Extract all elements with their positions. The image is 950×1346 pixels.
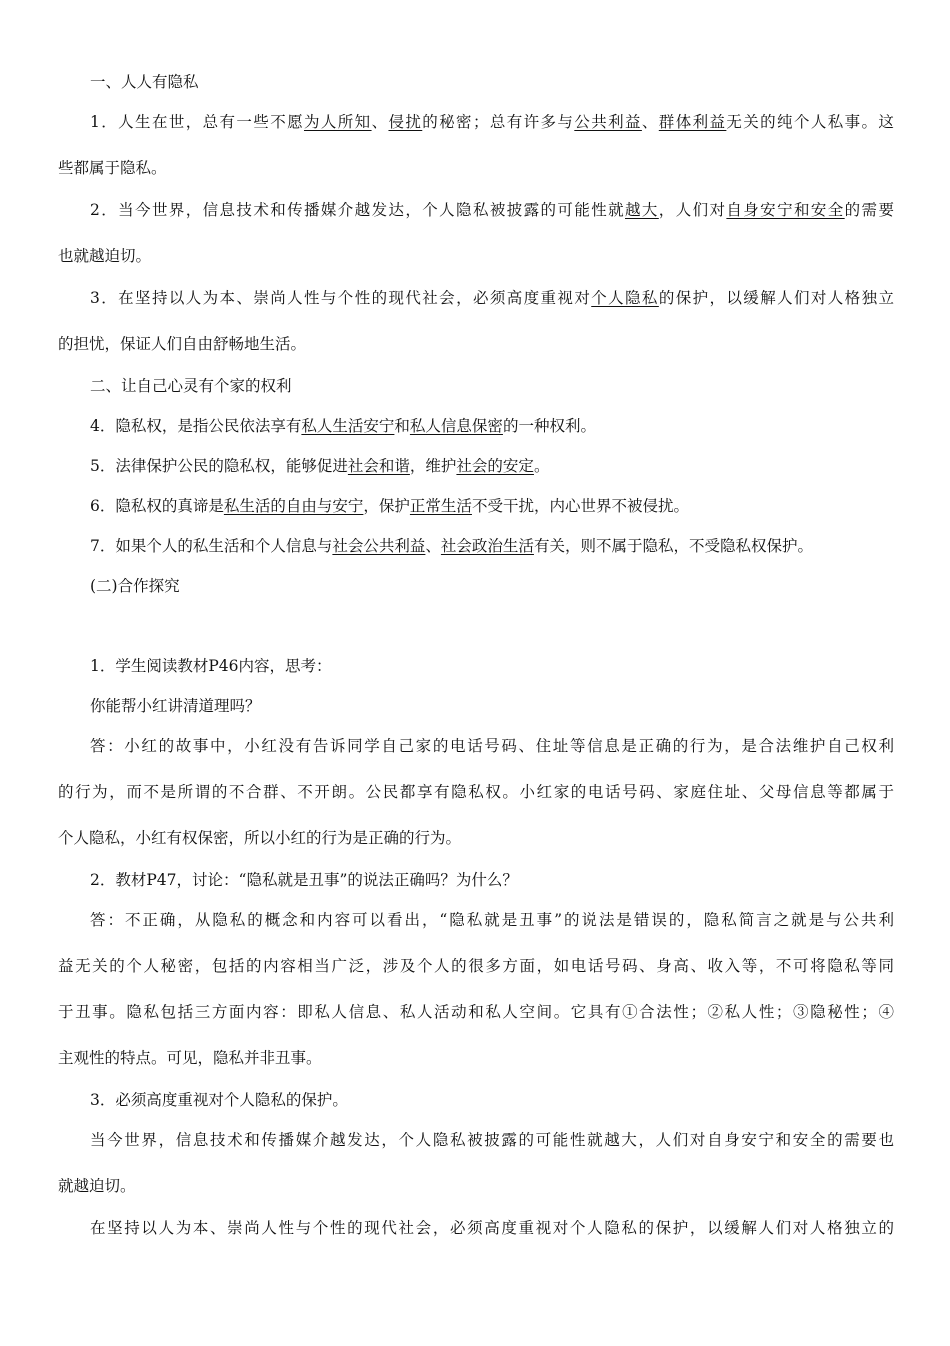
heading-text: 一、人人有隐私 [90, 73, 199, 91]
underlined-keyword: 私人信息保密 [409, 417, 503, 435]
answer-2-line-3 [58, 1002, 894, 1022]
paragraph-text: 当今世界，信息技术和传播媒介越发达，个人隐私被披露的可能性就越大，人们对自身安宁和安全的需要也 [90, 1131, 894, 1149]
section-heading-2 [90, 376, 894, 396]
item-text: 的秘密；总有许多与 [422, 113, 575, 131]
underlined-keyword: 私生活的自由与安宁 [223, 497, 364, 515]
item-number: 4． [90, 417, 116, 435]
underlined-keyword: 公共利益 [574, 113, 642, 131]
item-text: ，维护 [409, 457, 457, 475]
item-text: ，人们对 [658, 201, 727, 219]
answer-2-line-1 [90, 910, 894, 930]
item-4 [90, 416, 894, 436]
underlined-keyword: 社会和谐 [347, 457, 410, 475]
answer-text: 于丑事。隐私包括三方面内容：即私人信息、私人活动和私人空间。它具有①合法性；②私人性；③隐秘性；④ [58, 1003, 894, 1021]
question-text: 你能帮小红讲清道理吗？ [90, 697, 261, 715]
underlined-keyword: 个人隐私 [591, 289, 659, 307]
item-text: 无关的纯个人私事。这 [726, 113, 894, 131]
paragraph-text: 就越迫切。 [58, 1177, 136, 1195]
underlined-keyword: 自身安宁和安全 [726, 201, 845, 219]
item-text: 、 [371, 113, 389, 131]
question-3-title [90, 1090, 894, 1110]
question-text: 1．学生阅读教材P46内容，思考： [90, 657, 332, 675]
underlined-keyword: 社会公共利益 [332, 537, 426, 555]
item-6 [90, 496, 894, 516]
section-heading-3 [90, 576, 894, 596]
item-number: 2． [90, 201, 119, 219]
item-number: 6． [90, 497, 116, 515]
item-5 [90, 456, 894, 476]
heading-text: (二)合作探究 [90, 577, 180, 595]
paragraph-3-1-line-2 [58, 1176, 894, 1196]
item-text: 、 [425, 537, 441, 555]
paragraph-text: 在坚持以人为本、崇尚人性与个性的现代社会，必须高度重视对个人隐私的保护，以缓解人们对人格独立的 [90, 1219, 894, 1237]
item-text: 些都属于隐私。 [58, 159, 167, 177]
item-text: 、 [641, 113, 659, 131]
answer-text: 答：小红的故事中，小红没有告诉同学自己家的电话号码、住址等信息是正确的行为，是合法维护自己权利 [90, 737, 894, 755]
item-2-line-2 [58, 246, 894, 266]
answer-text: 益无关的个人秘密，包括的内容相当广泛，涉及个人的很多方面，如电话号码、身高、收入等，不可将隐私等同 [58, 957, 894, 975]
item-number: 7． [90, 537, 116, 555]
item-text: 的一种权利。 [502, 417, 596, 435]
answer-2-line-2 [58, 956, 894, 976]
item-text: 有关，则不属于隐私，不受隐私权保护。 [533, 537, 813, 555]
question-text: 3．必须高度重视对个人隐私的保护。 [90, 1091, 348, 1109]
answer-text: 个人隐私，小红有权保密，所以小红的行为是正确的行为。 [58, 829, 462, 847]
item-text: 的需要 [844, 201, 894, 219]
underlined-keyword: 私人生活安宁 [301, 417, 395, 435]
underlined-keyword: 社会政治生活 [440, 537, 534, 555]
section-heading-1 [90, 72, 894, 92]
question-text: 2．教材P47，讨论：“隐私就是丑事”的说法正确吗？为什么？ [90, 871, 518, 889]
underlined-keyword: 侵扰 [388, 113, 423, 131]
underlined-keyword: 为人所知 [303, 113, 372, 131]
underlined-keyword: 群体利益 [658, 113, 727, 131]
item-text: 法律保护公民的隐私权，能够促进 [115, 457, 348, 475]
item-text: 在坚持以人为本、崇尚人性与个性的现代社会，必须高度重视对 [118, 289, 592, 307]
item-3-line-2 [58, 334, 894, 354]
item-1-line-2 [58, 158, 894, 178]
paragraph-3-1-line-1 [90, 1130, 894, 1150]
item-text: 人生在世，总有一些不愿 [118, 113, 304, 131]
item-text: 不受干扰，内心世界不被侵扰。 [471, 497, 689, 515]
item-7 [90, 536, 894, 556]
answer-text: 答：不正确，从隐私的概念和内容可以看出，“隐私就是丑事”的说法是错误的，隐私简言之就是与公共利 [90, 911, 894, 929]
item-3-line-1 [90, 288, 894, 308]
answer-1-line-1 [90, 736, 894, 756]
item-text: 的保护，以缓解人们对人格独立 [658, 289, 894, 307]
item-text: 隐私权的真谛是 [115, 497, 224, 515]
item-text: 。 [533, 457, 550, 475]
answer-2-line-4 [58, 1048, 894, 1068]
question-1-sub [90, 696, 894, 716]
question-1-title [90, 656, 894, 676]
item-text: 也就越迫切。 [58, 247, 152, 265]
item-number: 1． [90, 113, 119, 131]
question-2-title [90, 870, 894, 890]
item-text: 的担忧，保证人们自由舒畅地生活。 [58, 335, 307, 353]
item-text: 当今世界，信息技术和传播媒介越发达，个人隐私被披露的可能性就 [118, 201, 625, 219]
answer-1-line-2 [58, 782, 894, 802]
answer-1-line-3 [58, 828, 894, 848]
item-number: 5． [90, 457, 116, 475]
item-text: 隐私权，是指公民依法享有 [115, 417, 302, 435]
answer-text: 主观性的特点。可见，隐私并非丑事。 [58, 1049, 322, 1067]
paragraph-3-2-line-1 [90, 1218, 894, 1238]
item-2-line-1 [90, 200, 894, 220]
item-text: 和 [394, 417, 410, 435]
heading-text: 二、让自己心灵有个家的权利 [90, 377, 292, 395]
underlined-keyword: 社会的安定 [456, 457, 534, 475]
item-1-line-1 [90, 112, 894, 132]
item-number: 3． [90, 289, 119, 307]
item-text: 如果个人的私生活和个人信息与 [115, 537, 333, 555]
underlined-keyword: 正常生活 [409, 497, 472, 515]
item-text: ，保护 [363, 497, 410, 515]
answer-text: 的行为，而不是所谓的不合群、不开朗。公民都享有隐私权。小红家的电话号码、家庭住址、父母信息等都属于 [58, 783, 894, 801]
underlined-keyword: 越大 [625, 201, 659, 219]
